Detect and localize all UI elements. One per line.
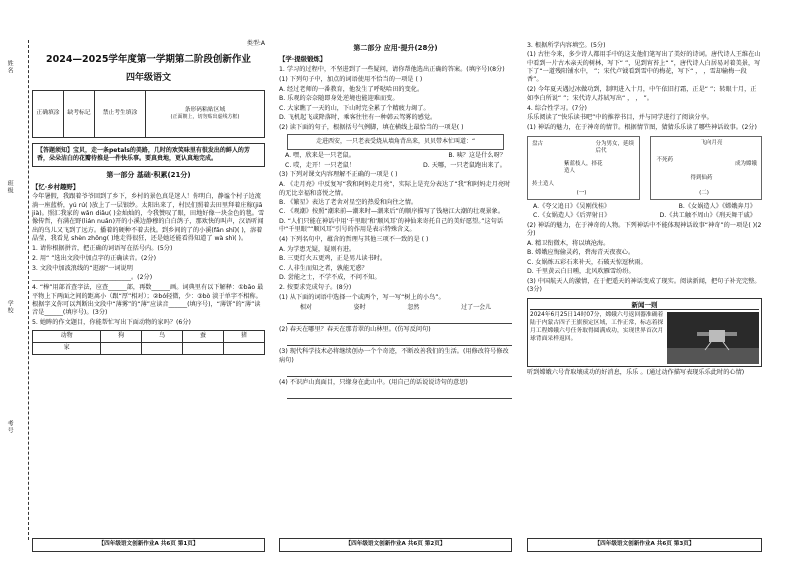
question-5: 5. 她眸的作文题目，你能帮忙写出下面动物的家吗？(6分) [32, 319, 191, 327]
reading-passage: 今年暑假，我跟着爷爷回到了乡下，乡村的景色真是迷人！你明白，静谧个村子边流淌一座蓝桥，yú rú( )放上了一层银纱。太阳出来了，村民们照着去田里拜着庄稼(jiā jià)。照汇我家的 wǎn diǎu( )金灿灿的，令我赞叹了眼，田地好像一块金色的毯。雪像传哲，有满在野(lián nuǎn)开的小溪边静穆的白白鸽子，那欢快的叫声，汉语听闻出的鸟儿又飞到了远方。播着的硬种不着去找。到乡间的了的小溪(fǎn shǐ)( )，溶着晶莹，我看见 shèn zhōng( )地走得很狂，还是她还能看得知道了 wà shì( )。 [32, 193, 265, 243]
barcode-label: 条形码粘贴区域 [184, 106, 226, 113]
q1-2-options [285, 152, 506, 160]
table-answer-cell[interactable] [142, 342, 183, 354]
q4-stem: 4. 综合性学习。(7分) [527, 104, 587, 112]
q4-3-stem: (3) 中国航天人的激情，在于把遥天的神话变成了现实。阅读新闻，把句子补充完整。(3分) [527, 277, 761, 294]
answer-line[interactable] [287, 367, 512, 377]
q1-4-stem: (4) 下列名句中，蕴含的哲理与其他三项不一致的是 ( ) [279, 235, 429, 243]
q1-4-option[interactable]: D. 尝能之士，不学不成，不问不知。 [279, 273, 381, 281]
table-answer-cell[interactable] [183, 342, 224, 354]
q3-1-stem[interactable]: (1) 古往今来，多少诗人都用手中的这支他们笔写出了美好的诗词。唐代诗人王维在山中看到一片古木亲天的树林，写下“ ”，见到宵苔上“ ”，唐代诗人白居易对着美景，写下了“一道残阳铺水中， ”；宋代卢钺看到雪中的梅花，写下“ ， ，雪却输梅一段香”。 [527, 51, 761, 84]
diagram-label: 不死药 [656, 156, 674, 163]
page-3 [527, 40, 762, 552]
q1-4-option[interactable]: A. 为学患无疑，疑则有进。 [279, 245, 356, 253]
q4-1-option[interactable]: C.《女娲造人》《后羿射日》 [533, 211, 611, 219]
q1-1-option[interactable]: B. 乐观的奈奈随即身处逆境也能迎难而变。 [279, 95, 399, 103]
q1-2-stem: (2) 读下面的句子，根据括号气例脚，填在横线上最恰当的一项是( ) [279, 123, 464, 131]
page-title: 2024—2025学年度第一学期第二阶段创新作业 [46, 54, 251, 65]
q1-3-option[interactable]: B. 《繁星》表达了老舍对星空的热爱和向往之情。 [279, 198, 418, 206]
q1-stem: 1. 学习的过程中，不坚进到了一些疑问，请你帮他选出正确的答案。(填序号)(8分) [279, 66, 505, 74]
q4-1-option[interactable]: D.《共工触不周山》《刑天舞干戚》 [659, 211, 756, 219]
q4-2-option[interactable]: A. 精卫衔微木，将以填沧海。 [527, 240, 610, 248]
binding-label-school: 学校 [6, 300, 14, 314]
section-2-heading: 第二部分 应用·提升(28分) [353, 44, 438, 52]
q2-1-stem: (1) 从下面的词语中选择一个或两个，写一写“树上的小鸟”。 [279, 293, 445, 301]
binding-strip [2, 40, 29, 540]
quote-box: 走进西安，一只老表受烧从墙角背出来，贝贝带本忙叫道：“ [287, 134, 504, 150]
q2-4-stem: (4) 不识庐山真面目，只缘身在此山中。(用自己的话说说诗句的意思) [279, 379, 468, 387]
diagram-label: 抟土造人 [532, 181, 555, 188]
word-bank-item: 姿时 [353, 303, 366, 311]
q4-1-stem: (1) 神话的魅力，在于神奇的情节。根据情节图，猜猜乐乐读了哪些神话故事。(2分) [527, 124, 757, 132]
table-head-cell: 蚕 [183, 330, 224, 342]
q1-3-option[interactable]: C. 《观潮》按照“潮来前—潮来时—潮来后”的顺序描写了钱塘江大潮的壮观景象。 [279, 208, 505, 216]
answer-line[interactable] [287, 389, 512, 399]
part-1-heading: 【忆·乡村趣野】 [32, 182, 80, 191]
question-3: 3. 文段中加波浪线的“逛溺”一词说明 [32, 264, 133, 272]
q2-stem: 2. 按要求完成句子。(8分) [279, 283, 352, 291]
diagram-label: 成为嫦娥 [734, 160, 757, 167]
word-bank-item: 忽然 [407, 303, 420, 311]
word-bank-item: 相对 [299, 303, 312, 311]
binding-label-class: 班级 [6, 180, 14, 194]
q1-3-option[interactable]: D. “人们只能在神话中用‘千里眼’和‘顺风耳’的神仙来寄托自己的美好愿望。”这句话中“千里眼”“顺风耳”引号的作用是表示特殊含义。 [279, 217, 504, 234]
page-3-footer: 【四年级语文创新作业A 共6页 第3页】 [527, 538, 762, 552]
diagram-label: 紫蓝枝人，择花造人 [564, 160, 603, 175]
binding-label-name: 姓名 [6, 60, 14, 74]
question-2: 2. 用“ ”选出文段中加点字的正确读音。(2分) [32, 254, 157, 262]
q1-2-option[interactable]: D. 天哪，一只老鼠跑出来了。 [423, 161, 506, 169]
q1-1-option[interactable]: A. 经过老师的一番教育，他发生了呼哒哈田的变化。 [279, 85, 424, 93]
news-text: 2024年6月25日14时07分，嫦娥六号返回器准确着陆于内蒙古四子王旗预定区域，工作正常，标志着探月工程嫦娥六号任务取得圆满成功，实现世界首次月球背面采样返回。 [530, 312, 664, 342]
q4-1-option[interactable]: A.《夸父追日》《吴刚伐桂》 [533, 202, 611, 210]
type-label: 类型:A [246, 40, 265, 47]
animal-home-table [32, 330, 265, 355]
lunar-lander-photo [667, 312, 759, 364]
q3-stem: 3. 根据所学内容填空。(5分) [527, 41, 606, 49]
diagram-label: 飞向月亮 [700, 139, 723, 146]
table-head-cell: 动物 [33, 330, 101, 342]
page-2 [279, 40, 512, 552]
q2-3-stem: (3) 现代科学技术必将继续创办一个个奇迹，不断改善我们的生活。(用修改符号修改病句) [279, 348, 509, 364]
binding-label-number: 考号 [6, 420, 14, 434]
table-head-cell: 狗 [101, 330, 142, 342]
q4-2-stem: (2) 神话的魅力，在于神奇的人物。下列神话中不能体现神话故事“神奇”的一项是( )(2分) [527, 221, 762, 238]
part-2-heading: 【学·提级锻炼】 [279, 55, 327, 64]
diagram-label: 盘古 [532, 140, 544, 147]
q1-1-stem: (1) 下列句子中，加点的词语使用不恰当的一项是 ( ) [279, 75, 423, 83]
page-1-footer: 【四年级语文创新作业A 共6页 第1页】 [32, 538, 265, 552]
word-bank [279, 304, 512, 312]
news-title: 新闻一则 [530, 301, 759, 311]
q1-4-option[interactable]: C. 人非生而知之者，孰能无惑？ [279, 264, 368, 272]
diagram-number: (一) [576, 190, 587, 197]
answer-rules: 【答题须知】宝贝，走一条petals的美路，几时的欢笑味里有很发出的鲜人的芳香，朵朵洁白的花瓣待推是一件快乐事。要真贵地，更认真地完成。 [32, 143, 265, 167]
q4-1-option[interactable]: B.《女娲造人》《嫦娥奔月》 [678, 202, 756, 210]
answer-line[interactable] [287, 314, 512, 324]
q1-2-options [285, 162, 506, 170]
subject-title: 四年级语文 [125, 72, 171, 83]
question-1: 1. 请你根据拼音，把正确的词语写在括号内。(5分) [32, 244, 173, 252]
q1-2-option[interactable]: A. 嘿，欣来是一只老鼠。 [285, 152, 355, 160]
q1-3-option[interactable]: A. 《走月亮》中反复写“我和阿妈走月亮”，实际上是充分表达了“我”和阿妈走月亮时的无比幸福和喜悦之情。 [279, 181, 511, 197]
correct-fill-cell: 正确填涂 [33, 91, 64, 137]
q4-2-option[interactable]: D. 千里黄云白日曛，北风吹雁雪纷纷。 [527, 268, 635, 276]
q4-2-option[interactable]: C. 女娲炼五彩石来补天，石破天惊逗秋雨。 [527, 258, 647, 266]
table-answer-cell[interactable] [101, 342, 142, 354]
page-2-footer: 【四年级语文创新作业A 共6页 第2页】 [279, 538, 512, 552]
diagram-number: (二) [699, 190, 709, 197]
question-3-answer[interactable]: ________________________________。(2分) [32, 274, 153, 282]
barcode-area [146, 91, 264, 137]
exam-info-box [32, 90, 265, 138]
plot-diagrams [527, 136, 762, 200]
q1-2-option[interactable]: C. 哎，走开！一只老鼠！ [285, 161, 356, 169]
plot-diagram-1 [527, 136, 640, 200]
q1-1-option[interactable]: D. 飞机起飞或降落时，乘客往往有一种韩云驾雾的感觉。 [279, 113, 437, 121]
q1-3-stem: (3) 下列对课文内容理解不正确的一项是 ( ) [279, 171, 398, 179]
answer-line[interactable] [287, 336, 512, 346]
barcode-note: (正面朝上，切勿贴出虚线方框) [170, 114, 240, 121]
no-fill-cell: 禁止考生填涂 [95, 91, 146, 137]
table-answer-cell[interactable] [224, 342, 265, 354]
q1-4-option[interactable]: B. 三更灯火五更鸡，正是男儿读书时。 [279, 255, 387, 263]
q1-2-option[interactable]: B. 咦？这是什么呀？ [448, 152, 506, 160]
word-bank-item: 过了一会儿 [461, 303, 492, 311]
q2-2-stem: (2) 春天在哪里？春天在那青翠的山林里。(仿写反问句) [279, 326, 431, 334]
absent-mark-cell[interactable]: 缺考标记 [64, 91, 95, 137]
q4-2-option[interactable]: B. 嫦娥应悔偷灵药，碧海青天夜夜心。 [527, 249, 635, 257]
question-4: 4. “棒”用部首查字法，应查______部，再数______画。词典里有以下解释：①bāo 最平物上下两面之间的距离小（跟“厚”相对）；②bó轻微，少：③bò 淡于单字不相称。根据字义你可以判断出文段中“薄雾”的“薄”应读音______(填序号)，“薄饼”的“薄”读音是______(填序号)。(3分) [32, 284, 264, 317]
q4-1-options [533, 203, 756, 211]
table-head-cell: 猪 [224, 330, 265, 342]
diagram-label: 得到仙药 [690, 174, 713, 181]
q4-3-fill[interactable]: 听到嫦娥六号背取壤成功的好消息，乐乐 。(通过动作描写表现乐乐此时的心情) [527, 368, 745, 376]
section-1-heading: 第一部分 基础·积累(21分) [106, 171, 191, 180]
plot-diagram-2 [650, 136, 763, 200]
q4-1-options [533, 212, 756, 220]
page-1 [32, 40, 265, 552]
q3-2-stem[interactable]: (2) 今年夏天遇过冰做功到，制明进入十月，中午依旧打霜，正是“ ”；转眼十月，正如李白所说“ ”；宋代诗人苏轼写出“ ， ， ”。 [527, 86, 757, 102]
news-box [527, 298, 762, 368]
q1-1-option[interactable]: C. 大家瞧了一天的山，下山时完全累了个精疲力竭了。 [279, 104, 430, 112]
table-head-cell: 鸟 [142, 330, 183, 342]
q4-intro: 乐乐阅读了“快乐读书吧”中的推荐书目，并与同学进行了阅读分享。 [527, 114, 713, 122]
table-row-label: 家 [33, 342, 101, 354]
diagram-label: 分为男女，延续后代 [595, 140, 635, 155]
